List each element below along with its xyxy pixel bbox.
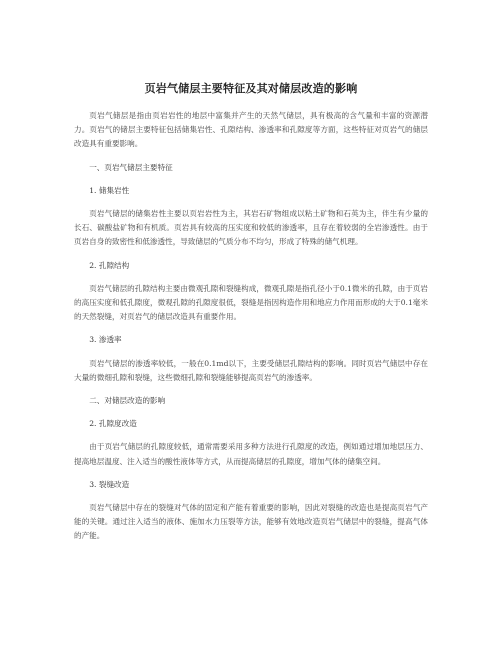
item-1-1-text: 页岩气储层的储集岩性主要以页岩岩性为主，其岩石矿物组成以粘土矿物和石英为主，伴生有少量的长石、碳酸盐矿物和有机质。页岩具有较高的压实度和较低的渗透率，且存在着较弱的全岩渗透性。由于页岩自身的致密性和低渗透性，导致储层的气质分布不均匀，形成了特殊的储气机理。 xyxy=(74,209,428,247)
item-2-2-text: 页岩气储层中存在的裂缝对气体的固定和产能有着重要的影响，因此对裂缝的改造也是提高页岩气产能的关键。通过注入适当的液体、施加水力压裂等方法，能够有效地改造页岩气储层中的裂缝，提高气体的产能。 xyxy=(74,503,428,541)
item-1-3-label: 3. 渗透率 xyxy=(89,335,122,345)
section-2-heading: 二、对储层改造的影响 xyxy=(89,396,166,406)
item-2-1-text: 由于页岩气储层的孔隙度较低，通常需要采用多种方法进行孔隙度的改造，例如通过增加地层压力、提高地层温度、注入适当的酸性液体等方式，从而提高储层的孔隙度，增加气体的储集空间。 xyxy=(74,442,428,466)
intro-paragraph: 页岩气储层是指由页岩岩性的地层中富集并产生的天然气储层，具有极高的含气量和丰富的资源潜力。页岩气的储层主要特征包括储集岩性、孔隙结构、渗透率和孔隙度等方面，这些特征对页岩气的储层改造具有重要影响。 xyxy=(74,111,428,149)
item-1-2-text: 页岩气储层的孔隙结构主要由微观孔隙和裂缝构成，微观孔隙是指孔径小于0.1微米的孔隙，由于页岩的高压实度和低孔隙度，微观孔隙的孔隙度很低，裂缝是指因构造作用和地应力作用而形成的大于0.1毫米的天然裂缝，对页岩气的储层改造具有重要作用。 xyxy=(74,283,428,322)
item-1-2-label: 2. 孔隙结构 xyxy=(89,260,130,270)
item-1-1-label: 1. 储集岩性 xyxy=(89,185,130,195)
section-1-heading: 一、页岩气储层主要特征 xyxy=(89,162,173,172)
item-2-1-label: 2. 孔隙度改造 xyxy=(89,419,137,429)
document-title: 页岩气储层主要特征及其对储层改造的影响 xyxy=(144,82,358,95)
item-2-2-label: 3. 裂缝改造 xyxy=(89,479,130,489)
item-1-3-text: 页岩气储层的渗透率较低，一般在0.1md以下，主要受储层孔隙结构的影响。同时页岩气储层中存在大量的微细孔隙和裂缝，这些微细孔隙和裂缝能够提高页岩气的渗透率。 xyxy=(74,358,428,382)
